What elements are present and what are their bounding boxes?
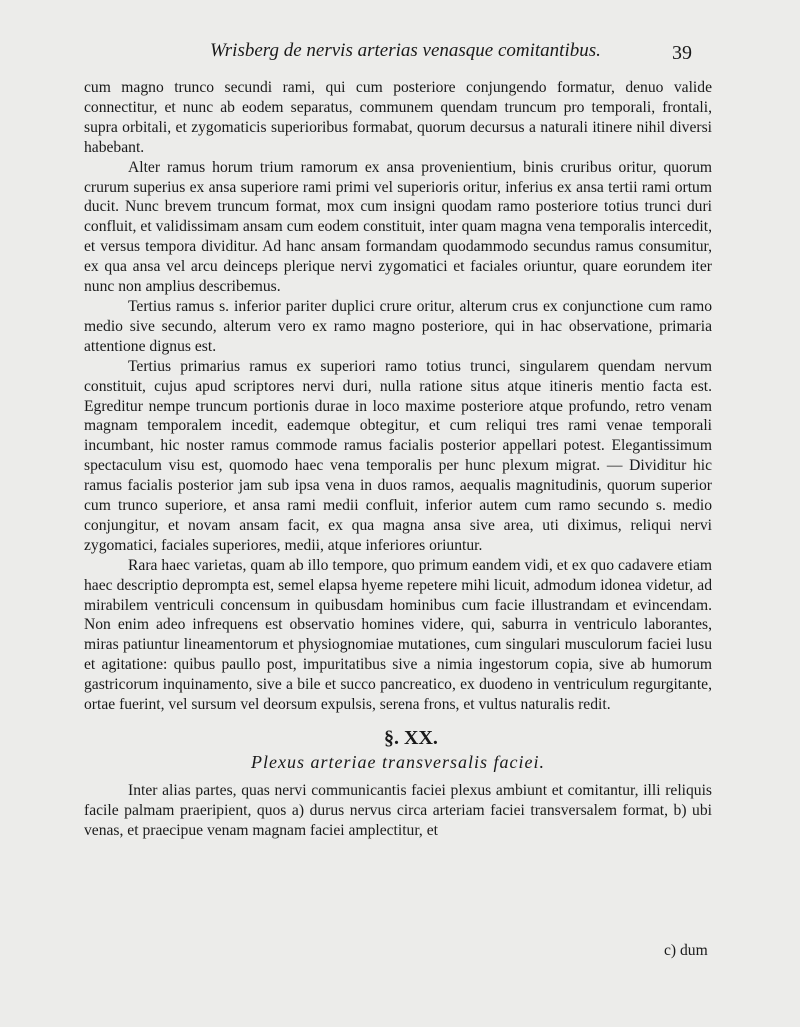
section-number: §. XX. [384,727,438,749]
running-head: Wrisberg de nervis arterias venasque comitantibus. [210,40,601,61]
catchword: c) dum [664,942,708,959]
body-text [84,78,712,841]
section-title: Plexus arteriae transversalis faciei. [251,751,545,772]
paragraph: Alter ramus horum trium ramorum ex ansa provenientium, binis cruribus oritur, quorum crurum superius ex ansa superiore rami primi vel superioris oritur, inferius ex ansa tertii rami ortum ducit. Nunc brevem truncum format, mox cum insigni quodam ramo posteriore totius trunci duri confluit, et validissimam ansam cum eodem constituit, inter quam magna vena temporalis intercedit, et versus tempora dividitur. Ad hanc ansam formandam quodammodo secundus ramus consumitur, ex qua ansa vel arcu deinceps plerique nervi zygomatici et faciales oriuntur, quare eorundem iter nunc non amplius describemus. [84,158,712,296]
page-number: 39 [672,42,692,64]
paragraph: Tertius ramus s. inferior pariter duplici crure oritur, alterum crus ex conjunctione cum ramo medio sive secundo, alterum vero ex ramo magno posteriore, qui in hac observatione, primaria attentione dignus est. [84,297,712,355]
section-paragraph: Inter alias partes, quas nervi communicantis faciei plexus ambiunt et comitantur, illi reliquis facile palmam praeripient, quos a) durus nervus circa arteriam faciei transversalem format, b) ubi venas, et praecipue venam magnam faciei amplectitur, et [84,781,712,839]
paragraph: Tertius primarius ramus ex superiori ramo totius trunci, singularem quendam nervum constituit, cujus apud scriptores nervi duri, nulla ratione situs atque itineris mentio facta est. Egreditur nempe truncum portionis durae in loco maxime posteriore atque profundo, retro venam magnam temporalem incedit, eademque obtegitur, et cum reliqui tres rami venae temporali incumbant, hic noster ramus commode ramus facialis posterior appellari potest. Elegantissimum spectaculum visu est, quomodo haec vena temporalis per hunc plexum migrat. — Dividitur hic ramus facialis posterior jam sub ipsa vena in duos ramos, aequalis magnitudinis, quorum superior cum trunco superiore, et ansa rami medii confluit, inferior autem cum ramo secundo s. medio conjungitur, et novam ansam facit, ex qua magna ansa sive area, uti diximus, reliqui nervi zygomatici, faciales superiores, medii, atque inferiores oriuntur. [84,357,712,554]
paragraph: Rara haec varietas, quam ab illo tempore, quo primum eandem vidi, et ex quo cadavere etiam haec descriptio deprompta est, semel elapsa hyeme repetere mihi licuit, admodum idonea videtur, ad mirabilem ventriculi concensum in quibusdam hominibus cum facie illustrandam et evincendam. Non enim adeo infrequens est observatio homines videre, qui, saburra in ventriculo laborantes, miras patiuntur lineamentorum et physiognomiae mutationes, cum singulari musculorum faciei lusu et agitatione: quibus paullo post, impuritatibus sive a nimia ingestorum copia, sive ab humorum gastricorum inquinamento, sive a bile et succo pancreatico, ex duodeno in ventriculum regurgitante, ortae fuerint, vel sursum vel deorsum expulsis, serena frons, et vultus naturalis redit. [84,556,712,714]
paragraph: cum magno trunco secundi rami, qui cum posteriore conjungendo formatur, denuo valide connectitur, et nunc ab eodem separatus, communem quendam truncum pro temporali, frontali, supra orbitali, et zygomaticis superioribus formabat, quorum decursus a naturali itinere nihil diversi habebant. [84,79,712,156]
